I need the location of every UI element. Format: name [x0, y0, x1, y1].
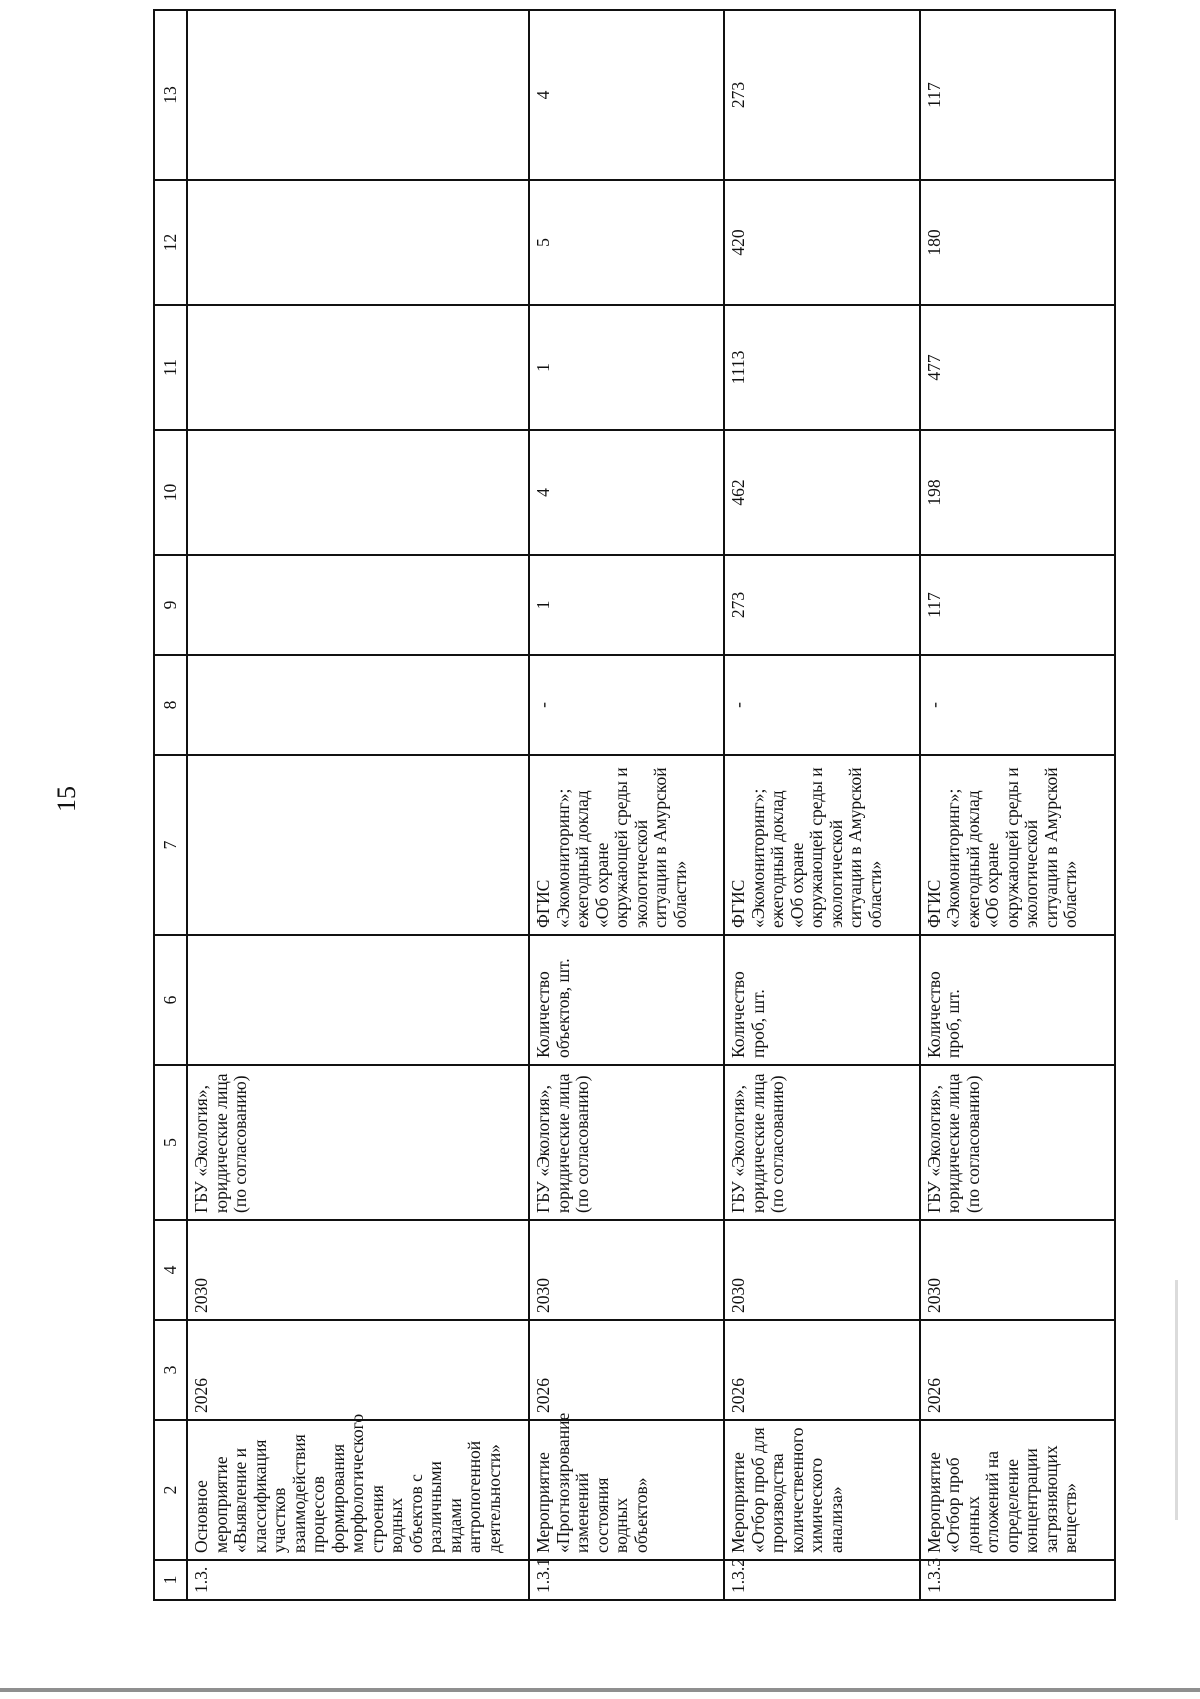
cell-value-12: 420 [724, 180, 919, 305]
cell-source: ФГИС «Экомониторинг»; ежегодный доклад «Об охране окружающей среды и экологической ситуации в Амурской области» [920, 755, 1115, 935]
cell-value-11: 1113 [724, 305, 919, 430]
col-header-13: 13 [154, 10, 187, 180]
table-row [920, 10, 1115, 1600]
scan-edge-artifact [0, 1688, 1200, 1692]
cell-value-8: - [724, 655, 919, 755]
col-header-12: 12 [154, 180, 187, 305]
table-row [724, 10, 919, 1600]
cell-value-10 [187, 430, 529, 555]
cell-name: Основное мероприятие «Выявление и классификация участков взаимодействия процессов формирования морфологического строения водных объектов с различными видами антропогенной деятельности» [187, 1420, 529, 1560]
cell-executor: ГБУ «Экология», юридические лица (по согласованию) [724, 1065, 919, 1220]
cell-indicator [187, 935, 529, 1065]
cell-start-year: 2026 [724, 1320, 919, 1420]
cell-value-13: 117 [920, 10, 1115, 180]
cell-end-year: 2030 [529, 1220, 724, 1320]
cell-value-12 [187, 180, 529, 305]
cell-end-year: 2030 [920, 1220, 1115, 1320]
col-header-10: 10 [154, 430, 187, 555]
cell-number: 1.3.2 [724, 1560, 919, 1600]
col-header-9: 9 [154, 555, 187, 655]
cell-name: Мероприятие «Прогнозирование изменений состояния водных объектов» [529, 1420, 724, 1560]
cell-executor: ГБУ «Экология», юридические лица (по согласованию) [920, 1065, 1115, 1220]
col-header-1: 1 [154, 1560, 187, 1600]
cell-value-8 [187, 655, 529, 755]
cell-value-9 [187, 555, 529, 655]
cell-start-year: 2026 [187, 1320, 529, 1420]
cell-number: 1.3.3 [920, 1560, 1115, 1600]
table-row [187, 10, 529, 1600]
cell-name: Мероприятие «Отбор проб донных отложений на определение концентрации загрязняющих веществ» [920, 1420, 1115, 1560]
cell-source: ФГИС «Экомониторинг»; ежегодный доклад «Об охране окружающей среды и экологической ситуации в Амурской области» [724, 755, 919, 935]
measures-table [153, 9, 1116, 1601]
cell-number: 1.3. [187, 1560, 529, 1600]
col-header-5: 5 [154, 1065, 187, 1220]
cell-value-12: 5 [529, 180, 724, 305]
cell-executor: ГБУ «Экология», юридические лица (по согласованию) [529, 1065, 724, 1220]
col-header-4: 4 [154, 1220, 187, 1320]
cell-value-10: 462 [724, 430, 919, 555]
cell-value-11: 1 [529, 305, 724, 430]
cell-value-10: 198 [920, 430, 1115, 555]
col-header-7: 7 [154, 755, 187, 935]
cell-end-year: 2030 [724, 1220, 919, 1320]
cell-value-8: - [920, 655, 1115, 755]
cell-source: ФГИС «Экомониторинг»; ежегодный доклад «Об охране окружающей среды и экологической ситуации в Амурской области» [529, 755, 724, 935]
cell-value-10: 4 [529, 430, 724, 555]
cell-end-year: 2030 [187, 1220, 529, 1320]
cell-value-9: 273 [724, 555, 919, 655]
header-row [154, 10, 187, 1600]
cell-value-11 [187, 305, 529, 430]
col-header-6: 6 [154, 935, 187, 1065]
cell-indicator: Количество проб, шт. [920, 935, 1115, 1065]
page-number: 15 [52, 786, 81, 812]
cell-indicator: Количество проб, шт. [724, 935, 919, 1065]
col-header-2: 2 [154, 1420, 187, 1560]
cell-executor: ГБУ «Экология», юридические лица (по согласованию) [187, 1065, 529, 1220]
cell-indicator: Количество объектов, шт. [529, 935, 724, 1065]
scan-margin-artifact [1175, 1280, 1178, 1520]
cell-value-9: 1 [529, 555, 724, 655]
cell-value-8: - [529, 655, 724, 755]
cell-value-13: 4 [529, 10, 724, 180]
cell-value-13 [187, 10, 529, 180]
col-header-3: 3 [154, 1320, 187, 1420]
cell-name: Мероприятие «Отбор проб для производства количественного химического анализа» [724, 1420, 919, 1560]
table-row [529, 10, 724, 1600]
cell-value-12: 180 [920, 180, 1115, 305]
cell-value-9: 117 [920, 555, 1115, 655]
cell-value-13: 273 [724, 10, 919, 180]
col-header-11: 11 [154, 305, 187, 430]
cell-source [187, 755, 529, 935]
cell-start-year: 2026 [529, 1320, 724, 1420]
cell-number: 1.3.1 [529, 1560, 724, 1600]
cell-start-year: 2026 [920, 1320, 1115, 1420]
rotated-table-wrapper [153, 11, 1116, 1601]
cell-value-11: 477 [920, 305, 1115, 430]
col-header-8: 8 [154, 655, 187, 755]
